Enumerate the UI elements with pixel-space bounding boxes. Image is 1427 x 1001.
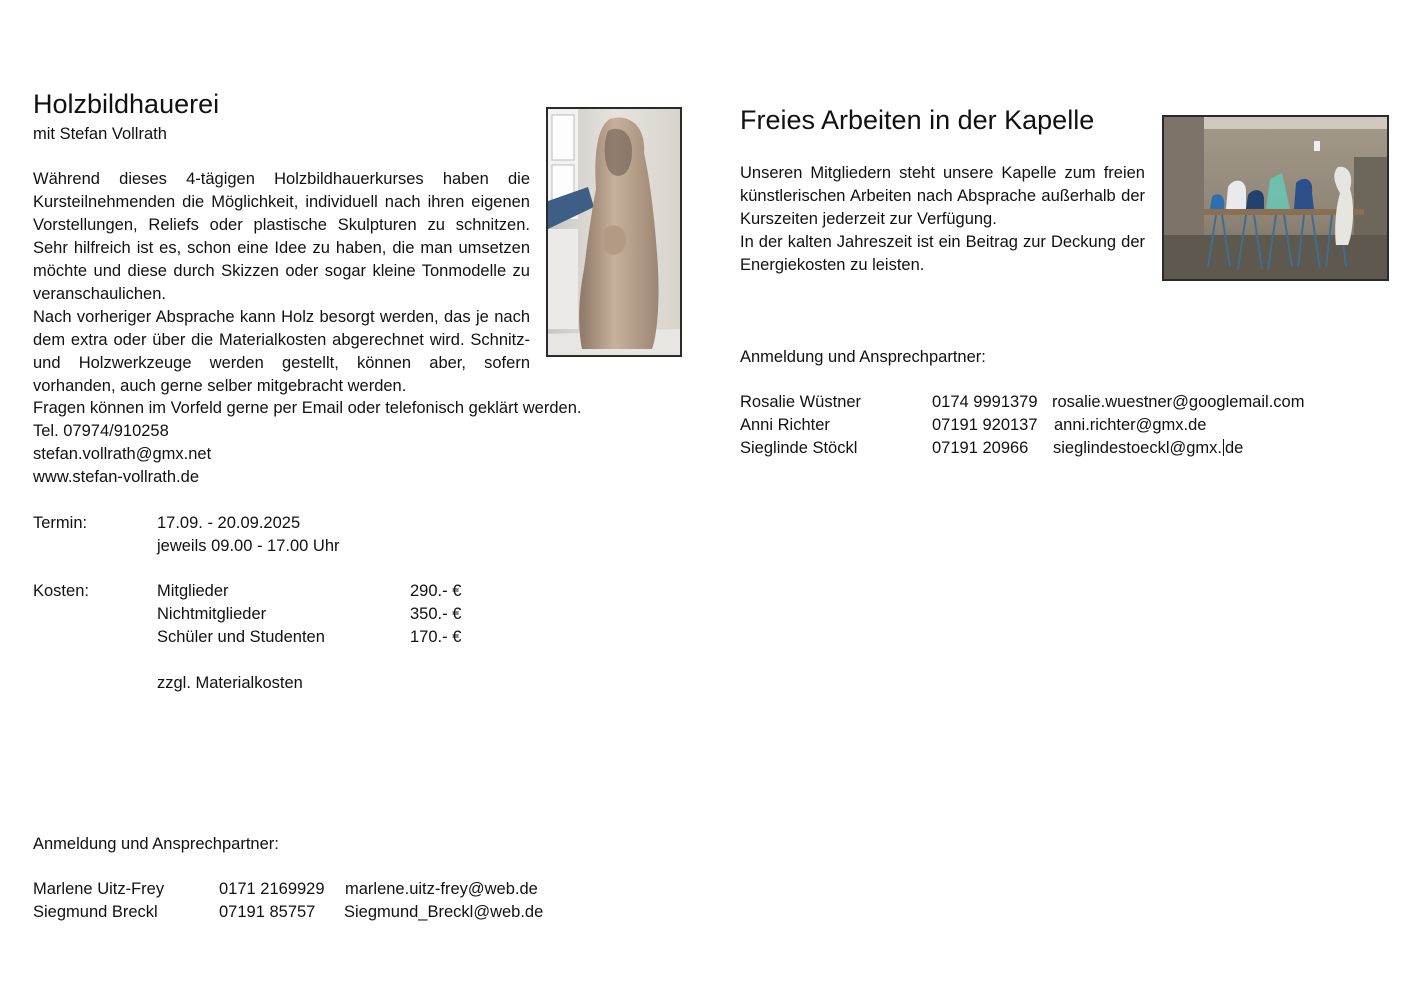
kosten-item-label: Mitglieder [157, 582, 229, 600]
contact-name: Rosalie Wüstner [740, 393, 862, 411]
kosten-item-price: 170.- € [410, 628, 462, 646]
contact-name: Marlene Uitz-Frey [33, 880, 165, 898]
contact-phone: 07191 85757 [219, 903, 316, 921]
termin-label: Termin: [33, 514, 88, 532]
termin-time: jeweils 09.00 - 17.00 Uhr [157, 537, 340, 555]
contact-email-part: sieglindestoeckl@gmx. [1053, 439, 1222, 457]
left-phone: Tel. 07974/910258 [33, 422, 169, 440]
chapel-workshop-image [1164, 117, 1387, 279]
left-paragraph-1: Während dieses 4-tägigen Holzbildhauerkurses haben die Kursteilnehmenden die Möglichkeit, individuell nach ihren eigenen Vorstellungen, Reliefs oder plastische Skulpturen zu schnitzen. Sehr hilfreich ist es, schon eine Idee zu haben, die man umsetzen möchte und diese durch Skizzen oder sogar kleine Tonmodelle zu veranschaulichen. [33, 170, 530, 303]
kosten-item-label: Schüler und Studenten [157, 628, 325, 646]
contact-name: Anni Richter [740, 416, 830, 434]
contact-phone: 0174 9991379 [932, 393, 1038, 411]
contact-email[interactable]: Siegmund_Breckl@web.de [344, 903, 544, 921]
left-registration-heading: Anmeldung und Ansprechpartner: [33, 835, 279, 853]
contact-phone: 07191 20966 [932, 439, 1029, 457]
kosten-item-price: 350.- € [410, 605, 462, 623]
kosten-label: Kosten: [33, 582, 89, 600]
contact-name: Siegmund Breckl [33, 903, 158, 921]
left-questions: Fragen können im Vorfeld gerne per Email oder telefonisch geklärt werden. [33, 399, 582, 417]
material-note: zzgl. Materialkosten [157, 674, 303, 692]
contact-email[interactable]: rosalie.wuestner@googlemail.com [1052, 393, 1305, 411]
left-email: stefan.vollrath@gmx.net [33, 445, 212, 463]
kosten-item-label: Nichtmitglieder [157, 605, 267, 623]
contact-email[interactable]: marlene.uitz-frey@web.de [345, 880, 538, 898]
contact-email[interactable]: anni.richter@gmx.de [1054, 416, 1207, 434]
contact-phone: 07191 920137 [932, 416, 1038, 434]
left-paragraph-2: Nach vorheriger Absprache kann Holz besorgt werden, das je nach dem extra oder über die Materialkosten abgerechnet wird. Schnitz- und Holzwerkzeuge werden gestellt, können aber, sofern vorhanden, auch gerne selber mitgebracht werden. [33, 308, 530, 395]
right-paragraph-2: In der kalten Jahreszeit ist ein Beitrag zur Deckung der Energiekosten zu leisten. [740, 233, 1145, 274]
contact-email-part: de [1225, 439, 1244, 457]
left-subtitle: mit Stefan Vollrath [33, 125, 167, 143]
wood-sculpture-image [548, 109, 680, 355]
termin-date: 17.09. - 20.09.2025 [157, 514, 301, 532]
contact-name: Sieglinde Stöckl [740, 439, 858, 457]
left-website: www.stefan-vollrath.de [33, 468, 199, 486]
right-title: Freies Arbeiten in der Kapelle [740, 105, 1095, 135]
kosten-item-price: 290.- € [410, 582, 462, 600]
right-paragraph-1: Unseren Mitgliedern steht unsere Kapelle zum freien künstlerischen Arbeiten nach Absprache außerhalb der Kurszeiten jederzeit zur Verfügung. [740, 164, 1145, 228]
contact-phone: 0171 2169929 [219, 880, 325, 898]
wood-sculpture-photo [546, 107, 682, 357]
chapel-workshop-photo [1162, 115, 1389, 281]
right-registration-heading: Anmeldung und Ansprechpartner: [740, 348, 986, 366]
left-title: Holzbildhauerei [33, 89, 220, 119]
contact-email[interactable] [1053, 437, 1243, 460]
text-cursor [1223, 439, 1224, 456]
